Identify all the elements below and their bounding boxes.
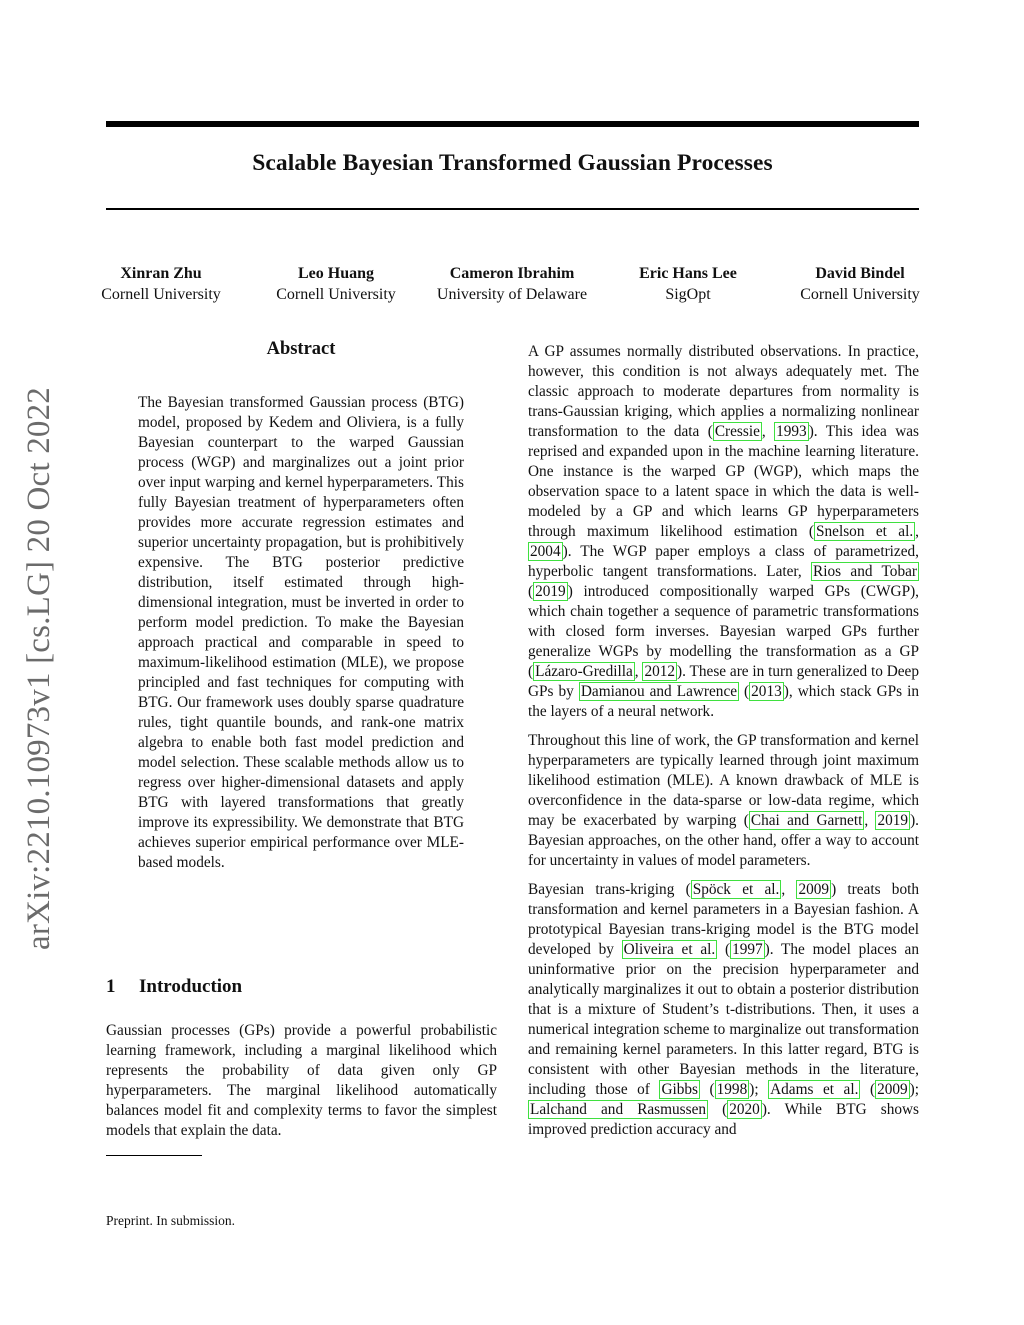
author-block: [624, 263, 752, 305]
author-affiliation: Cornell University: [800, 286, 920, 303]
author-name: David Bindel: [815, 265, 905, 282]
title-rule-top: [106, 121, 919, 127]
intro-paragraph: Gaussian processes (GPs) provide a powerful probabilistic learning framework, including a marginal likelihood which represents the probability of data given only GP hyperparameters. The marginal likelihood automatically balances model fit and complexity terms to favor the simplest models that explain the data.: [106, 1022, 497, 1139]
section-heading-introduction: [106, 976, 242, 998]
citation-link[interactable]: 1998: [716, 1081, 748, 1098]
citation-link[interactable]: Rios and Tobar: [813, 563, 917, 580]
citation-link[interactable]: Spöck et al.: [692, 881, 780, 898]
citation-link[interactable]: Adams et al.: [770, 1081, 859, 1098]
paragraph: Bayesian trans-kriging ( Spöck et al. , 2009 ) treats both transformation and kernel parameters in a Bayesian fashion. A prototypical Bayesian trans-kriging model is the BTG model developed by Oliveira et al. ( 1997 ). The model places an uninformative prior on the precision hyperparameter and analytically marginalizes it out to obtain a posterior distribution that is a mixture of Student’s t-distributions. Then, it uses a numerical integration scheme to marginalize out transformation and remaining kernel parameters. In this latter regard, BTG is consistent with other Bayesian methods in the literature, including those of Gibbs ( 1998 ); Adams et al. ( 2009 ); Lalchand and Rasmussen ( 2020 ). While BTG shows improved prediction accuracy and: [528, 881, 920, 1138]
author-affiliation: Cornell University: [101, 286, 221, 303]
citation-link[interactable]: Snelson et al.: [816, 523, 914, 540]
citation-link[interactable]: 2004: [530, 543, 561, 560]
author-name: Xinran Zhu: [120, 265, 202, 282]
author-affiliation: University of Delaware: [436, 286, 588, 303]
section-number: 1: [106, 976, 116, 997]
arxiv-stamp: arXiv:2210.10973v1 [cs.LG] 20 Oct 2022: [21, 386, 57, 950]
citation-link[interactable]: Cressie: [714, 423, 760, 440]
citation-link[interactable]: 2013: [751, 683, 782, 700]
citation-link[interactable]: 2009: [798, 881, 830, 898]
citation-link[interactable]: Lalchand and Rasmussen: [530, 1101, 707, 1118]
citation-link[interactable]: Damianou and Lawrence: [580, 683, 738, 700]
author-name: Leo Huang: [297, 265, 374, 282]
citation-link[interactable]: 1997: [732, 941, 763, 958]
abstract-text: The Bayesian transformed Gaussian process (BTG) model, proposed by Kedem and Oliviera, is a fully Bayesian counterpart to the warped Gaussian process (WGP) and marginalizes out a joint prior over input warping and kernel hyperparameters. This fully Bayesian treatment of hyperparameters often provides more accurate regression estimates and superior uncertainty propagation, but is prohibitively expensive. The BTG posterior predictive distribution, itself estimated through high-dimensional integration, must be inverted in order to perform model prediction. To make the Bayesian approach practical and comparable in speed to maximum-likelihood estimation (MLE), we propose principled and fast techniques for computing with BTG. Our framework uses doubly sparse quadrature rules, tight quantile bounds, and rank-one matrix algebra to enable both fast model prediction and model selection. These scalable methods allow us to regress over higher-dimensional datasets and apply BTG with layered transformations that greatly improve its expressibility. We demonstrate that BTG achieves superior empirical performance over MLE-based models.: [138, 394, 464, 871]
paper-title: Scalable Bayesian Transformed Gaussian Processes: [252, 150, 773, 176]
citation-link[interactable]: Lázaro-Gredilla: [535, 663, 633, 680]
right-column: [528, 342, 919, 1149]
citation-link[interactable]: Oliveira et al.: [623, 941, 716, 958]
author-affiliation: SigOpt: [665, 286, 711, 303]
author-name: Cameron Ibrahim: [449, 265, 575, 282]
footnote-rule: [106, 1155, 202, 1156]
footnote: Preprint. In submission.: [106, 1213, 236, 1228]
author-block: [428, 263, 596, 305]
citation-link[interactable]: 1993: [776, 423, 807, 440]
author-name: Eric Hans Lee: [639, 265, 737, 282]
paragraph: Throughout this line of work, the GP transformation and kernel hyperparameters are typically learned through joint maximum likelihood estimation (MLE). A known drawback of MLE is overconfidence in the data-sparse or low-data regime, which may be exacerbated by warping ( Chai and Garnett , 2019 ). Bayesian approaches, on the other hand, offer a way to account for uncertainty in values of model parameters.: [528, 732, 919, 869]
author-affiliation: Cornell University: [276, 286, 396, 303]
citation-link[interactable]: Chai and Garnett: [750, 812, 863, 829]
citation-link[interactable]: Gibbs: [661, 1081, 698, 1098]
citation-link[interactable]: 2009: [877, 1081, 908, 1098]
section-title: Introduction: [139, 976, 243, 997]
citation-link[interactable]: 2020: [729, 1101, 760, 1118]
citation-link[interactable]: 2012: [644, 663, 676, 680]
title-rule-bottom: [106, 208, 919, 210]
citation-link[interactable]: 2019: [535, 583, 566, 600]
author-block: [95, 263, 227, 305]
abstract-heading: Abstract: [266, 339, 336, 359]
author-block: [793, 263, 927, 305]
citation-link[interactable]: 2019: [877, 812, 909, 829]
author-block: [270, 263, 402, 305]
paragraph: A GP assumes normally distributed observations. In practice, however, this condition is not always adequately met. The classic approach to moderate departures from normality is trans-Gaussian kriging, which applies a normalizing nonlinear transformation to the data ( Cressie , 1993 ). This idea was reprised and expanded upon in the machine learning literature. One instance is the warped GP (WGP), which maps the observation space to a latent space in which the data is well-modeled by a GP and which learns GP hyperparameters through maximum likelihood estimation ( Snelson et al. , 2004 ). The WGP paper employs a class of parametrized, hyperbolic tangent transformations. Later, Rios and Tobar ( 2019 ) introduced compositionally warped GPs (CWGP), which chain together a sequence of parametric transformations with closed form inverses. Bayesian warped GPs further generalize WGPs by modelling the transformation as a GP ( Lázaro-Gredilla , 2012 ). These are in turn generalized to Deep GPs by Damianou and Lawrence ( 2013 ), which stack GPs in the layers of a neural network.: [528, 343, 920, 720]
